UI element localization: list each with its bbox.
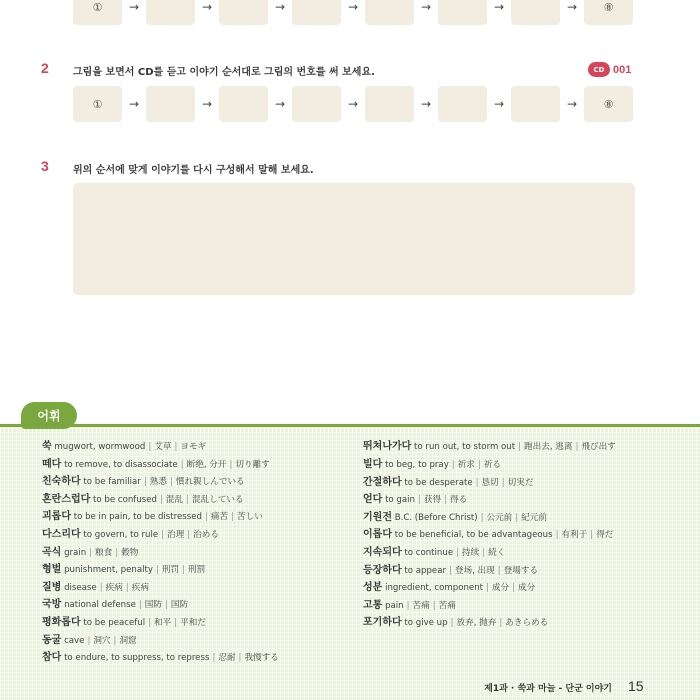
arrow-icon: → bbox=[274, 0, 286, 14]
chapter-footer: 제1과 · 쑥과 마늘 - 단군 이야기 bbox=[484, 684, 612, 694]
vocab-japanese: 飛び出す bbox=[581, 442, 616, 452]
vocab-english: to be peaceful bbox=[83, 617, 146, 628]
vocab-separator: | bbox=[115, 547, 119, 558]
vocab-separator: | bbox=[138, 600, 142, 611]
vocabulary-list-left bbox=[42, 438, 352, 667]
vocab-chinese: 登场, 出现 bbox=[454, 565, 495, 576]
vocab-separator: | bbox=[575, 442, 579, 452]
vocab-item bbox=[42, 649, 352, 667]
vocab-item bbox=[363, 562, 663, 580]
vocab-separator: | bbox=[113, 635, 117, 646]
vocab-word: 지속되다 bbox=[363, 546, 402, 558]
vocab-chinese: 痛苦 bbox=[210, 512, 229, 523]
sequence-start-box: ① bbox=[73, 0, 122, 25]
vocab-japanese: 平和だ bbox=[180, 617, 206, 628]
vocab-japanese: 登場する bbox=[503, 565, 539, 576]
vocab-word: 등장하다 bbox=[363, 564, 402, 576]
vocab-separator: | bbox=[174, 442, 178, 452]
vocab-item bbox=[363, 456, 663, 474]
vocab-english: to gain bbox=[385, 495, 415, 506]
vocab-japanese: 得だ bbox=[596, 530, 614, 541]
vocab-item bbox=[42, 561, 352, 579]
vocab-english: to beg, to pray bbox=[385, 460, 449, 470]
vocabulary-list-right bbox=[363, 438, 663, 632]
vocab-word: 형벌 bbox=[42, 564, 62, 576]
vocab-item bbox=[42, 491, 352, 509]
vocab-chinese: 治理 bbox=[167, 529, 185, 540]
vocab-separator: | bbox=[432, 600, 436, 611]
vocab-separator: | bbox=[165, 600, 168, 611]
vocab-chinese: 公元前 bbox=[486, 512, 513, 523]
vocab-separator: | bbox=[451, 460, 455, 470]
vocab-english: mugwort, wormwood bbox=[54, 442, 146, 452]
vocab-separator: | bbox=[169, 477, 173, 488]
vocab-chinese: 有利于 bbox=[561, 530, 588, 541]
vocab-japanese: 穀物 bbox=[121, 547, 139, 558]
vocab-item bbox=[363, 491, 663, 509]
arrow-icon: → bbox=[201, 0, 213, 14]
vocab-separator: | bbox=[89, 547, 93, 558]
vocab-item bbox=[42, 614, 352, 632]
vocab-english: grain bbox=[64, 547, 87, 558]
vocab-separator: | bbox=[148, 617, 151, 628]
vocab-item bbox=[363, 579, 663, 597]
vocab-word: 동굴 bbox=[42, 634, 62, 646]
vocab-chinese: 和平 bbox=[154, 617, 172, 628]
vocab-english: to give up bbox=[404, 618, 448, 629]
vocab-word: 고통 bbox=[363, 599, 383, 611]
vocab-separator: | bbox=[486, 583, 489, 594]
sequence-blank-box[interactable] bbox=[365, 0, 414, 25]
vocab-chinese: 放弃, 抛弃 bbox=[456, 618, 497, 629]
vocab-word: 뛰쳐나가다 bbox=[363, 441, 412, 452]
vocab-chinese: 持续 bbox=[462, 547, 480, 558]
vocab-word: 포기하다 bbox=[363, 617, 402, 629]
vocab-item bbox=[42, 526, 352, 544]
vocab-chinese: 洞穴 bbox=[93, 635, 111, 646]
vocab-japanese: ヨモギ bbox=[180, 442, 207, 452]
answer-box[interactable] bbox=[73, 183, 635, 295]
vocab-english: punishment, penalty bbox=[64, 565, 153, 576]
arrow-icon: → bbox=[493, 0, 505, 14]
vocab-word: 다스리다 bbox=[42, 528, 81, 540]
arrow-icon: → bbox=[274, 97, 286, 111]
vocab-item bbox=[42, 632, 352, 650]
vocab-separator: | bbox=[155, 565, 159, 576]
vocab-word: 간절하다 bbox=[363, 476, 402, 488]
sequence-blank-box[interactable] bbox=[219, 0, 268, 25]
vocab-chinese: 混乱 bbox=[165, 494, 184, 505]
vocab-separator: | bbox=[482, 547, 486, 558]
vocab-japanese: 慣れ親しんでいる bbox=[175, 477, 245, 488]
sequence-blank-box[interactable] bbox=[438, 0, 487, 25]
arrow-icon: → bbox=[566, 0, 578, 14]
vocab-separator: | bbox=[406, 600, 410, 611]
vocab-word: 평화롭다 bbox=[42, 616, 81, 628]
vocab-chinese: 断绝, 分开 bbox=[186, 459, 227, 470]
vocab-word: 질병 bbox=[42, 581, 62, 593]
vocab-japanese: 苦痛 bbox=[438, 600, 456, 611]
vocab-separator: | bbox=[450, 618, 454, 629]
vocab-japanese: 苦しい bbox=[237, 512, 263, 523]
vocab-separator: | bbox=[238, 653, 242, 664]
sequence-end-box: ⑧ bbox=[584, 86, 633, 122]
vocab-word: 이롭다 bbox=[363, 529, 392, 541]
vocab-japanese: 切り離す bbox=[235, 459, 270, 470]
vocab-separator: | bbox=[417, 495, 421, 506]
vocab-english: to appear bbox=[404, 565, 446, 576]
vocab-separator: | bbox=[518, 442, 522, 452]
arrow-icon: → bbox=[347, 0, 359, 14]
vocab-separator: | bbox=[449, 565, 452, 576]
arrow-icon: → bbox=[347, 97, 359, 111]
vocab-separator: | bbox=[212, 653, 216, 664]
question-number: 2 bbox=[41, 60, 49, 76]
vocab-japanese: 疾病 bbox=[131, 582, 149, 593]
vocab-item bbox=[363, 614, 663, 632]
vocab-english: cave bbox=[64, 635, 85, 646]
sequence-blank-box[interactable] bbox=[292, 86, 341, 122]
sequence-blank-box[interactable] bbox=[146, 86, 195, 122]
vocab-word: 빌다 bbox=[363, 459, 383, 470]
arrow-icon: → bbox=[420, 0, 432, 14]
cd-track-badge bbox=[588, 62, 631, 77]
sequence-start-box: ① bbox=[73, 86, 122, 122]
arrow-icon: → bbox=[566, 97, 578, 111]
vocab-separator: | bbox=[499, 618, 503, 629]
vocab-chinese: 刑罚 bbox=[161, 565, 180, 576]
vocab-separator: | bbox=[555, 530, 559, 541]
vocab-separator: | bbox=[187, 529, 191, 540]
vocabulary-divider bbox=[0, 424, 700, 427]
vocab-separator: | bbox=[497, 565, 501, 576]
vocab-separator: | bbox=[480, 512, 484, 523]
vocab-english: to be familiar bbox=[83, 477, 141, 488]
vocab-item bbox=[363, 474, 663, 492]
vocab-japanese: 祈る bbox=[483, 460, 502, 470]
vocab-item bbox=[42, 438, 352, 456]
vocab-chinese: 跑出去, 逃离 bbox=[524, 442, 573, 452]
sequence-row-1 bbox=[73, 0, 635, 25]
vocab-separator: | bbox=[87, 635, 91, 646]
vocab-english: ingredient, component bbox=[385, 583, 484, 594]
vocab-separator: | bbox=[160, 494, 163, 505]
vocab-separator: | bbox=[229, 459, 233, 470]
vocab-word: 떼다 bbox=[42, 458, 62, 470]
vocab-word: 기원전 bbox=[363, 511, 392, 523]
vocab-english: to govern, to rule bbox=[83, 529, 159, 540]
question-number: 3 bbox=[41, 158, 49, 174]
vocab-separator: | bbox=[148, 442, 152, 452]
vocab-chinese: 国防 bbox=[144, 600, 162, 611]
question-text: 위의 순서에 맞게 이야기를 다시 구성해서 말해 보세요. bbox=[73, 165, 314, 176]
vocab-chinese: 苦痛 bbox=[412, 600, 430, 611]
vocab-japanese: 我慢する bbox=[244, 653, 279, 664]
vocab-separator: | bbox=[590, 530, 594, 541]
vocab-separator: | bbox=[512, 583, 516, 594]
vocab-japanese: 洞窟 bbox=[119, 635, 137, 646]
vocab-word: 얻다 bbox=[363, 494, 383, 506]
vocab-english: to run out, to storm out bbox=[414, 442, 516, 452]
vocab-separator: | bbox=[444, 495, 447, 506]
sequence-blank-box[interactable] bbox=[511, 86, 560, 122]
sequence-row-2 bbox=[73, 86, 635, 122]
vocab-item bbox=[363, 526, 663, 544]
vocab-separator: | bbox=[456, 547, 460, 558]
vocab-japanese: 紀元前 bbox=[521, 512, 547, 523]
page-number: 15 bbox=[628, 678, 644, 694]
vocab-item bbox=[363, 597, 663, 615]
vocab-english: to be desperate bbox=[404, 477, 473, 488]
vocab-chinese: 粮食 bbox=[95, 547, 113, 558]
vocab-english: to be beneficial, to be advantageous bbox=[394, 530, 553, 541]
arrow-icon: → bbox=[420, 97, 432, 111]
vocab-chinese: 艾草 bbox=[154, 442, 172, 452]
sequence-blank-box[interactable] bbox=[438, 86, 487, 122]
vocab-chinese: 恳切 bbox=[481, 477, 499, 488]
vocab-word: 친숙하다 bbox=[42, 476, 81, 488]
vocab-item bbox=[363, 544, 663, 562]
vocab-separator: | bbox=[231, 512, 235, 523]
vocab-separator: | bbox=[99, 582, 103, 593]
vocab-word: 참다 bbox=[42, 652, 62, 664]
vocab-chinese: 忍耐 bbox=[218, 653, 236, 664]
vocab-item bbox=[363, 509, 663, 527]
vocabulary-title: 어휘 bbox=[21, 402, 77, 429]
vocab-chinese: 成分 bbox=[491, 583, 510, 594]
vocab-separator: | bbox=[174, 617, 178, 628]
vocab-japanese: 混乱している bbox=[192, 494, 244, 505]
vocab-japanese: 治める bbox=[193, 529, 219, 540]
sequence-blank-box[interactable] bbox=[219, 86, 268, 122]
vocab-chinese: 疾病 bbox=[105, 582, 123, 593]
vocab-item bbox=[363, 438, 663, 456]
arrow-icon: → bbox=[128, 0, 140, 14]
vocab-separator: | bbox=[182, 565, 185, 576]
vocab-english: to continue bbox=[404, 547, 454, 558]
vocab-japanese: 成分 bbox=[518, 583, 536, 594]
sequence-blank-box[interactable] bbox=[146, 0, 195, 25]
vocab-separator: | bbox=[475, 477, 479, 488]
vocab-word: 곡식 bbox=[42, 546, 62, 558]
arrow-icon: → bbox=[128, 97, 140, 111]
vocab-item bbox=[42, 596, 352, 614]
vocab-japanese: 続く bbox=[488, 547, 506, 558]
vocab-item bbox=[42, 579, 352, 597]
sequence-end-box: ⑧ bbox=[584, 0, 633, 25]
vocab-japanese: あきらめる bbox=[505, 618, 549, 629]
vocab-japanese: 得る bbox=[450, 495, 468, 506]
sequence-blank-box[interactable] bbox=[365, 86, 414, 122]
vocab-separator: | bbox=[125, 582, 129, 593]
vocab-english: disease bbox=[64, 582, 97, 593]
vocab-english: pain bbox=[385, 600, 404, 611]
vocab-separator: | bbox=[180, 459, 184, 470]
vocab-item bbox=[42, 473, 352, 491]
vocab-item bbox=[42, 456, 352, 474]
vocab-english: to be confused bbox=[93, 494, 158, 505]
cd-track-number: 001 bbox=[613, 63, 632, 76]
vocab-separator: | bbox=[161, 529, 165, 540]
vocab-english: to remove, to disassociate bbox=[64, 459, 178, 470]
sequence-blank-box[interactable] bbox=[511, 0, 560, 25]
arrow-icon: → bbox=[493, 97, 505, 111]
vocab-separator: | bbox=[186, 494, 190, 505]
arrow-icon: → bbox=[201, 97, 213, 111]
vocab-item bbox=[42, 508, 352, 526]
sequence-blank-box[interactable] bbox=[292, 0, 341, 25]
vocab-word: 국방 bbox=[42, 599, 62, 611]
vocab-english: B.C. (Before Christ) bbox=[394, 512, 478, 523]
vocab-english: to be in pain, to be distressed bbox=[73, 512, 202, 523]
vocab-word: 성분 bbox=[363, 582, 383, 594]
question-text: 그림을 보면서 CD를 듣고 이야기 순서대로 그림의 번호를 써 보세요. bbox=[73, 67, 375, 78]
cd-icon: CD bbox=[588, 62, 610, 77]
vocab-separator: | bbox=[515, 512, 519, 523]
vocab-japanese: 切実だ bbox=[507, 477, 534, 488]
vocab-chinese: 熟悉 bbox=[149, 477, 167, 488]
vocab-separator: | bbox=[477, 460, 481, 470]
vocab-word: 쑥 bbox=[42, 441, 52, 452]
vocab-english: to endure, to suppress, to repress bbox=[64, 653, 210, 664]
vocab-word: 혼란스럽다 bbox=[42, 493, 91, 505]
vocab-item bbox=[42, 544, 352, 562]
vocab-separator: | bbox=[205, 512, 208, 523]
vocab-english: national defense bbox=[64, 600, 136, 611]
vocab-separator: | bbox=[143, 477, 147, 488]
vocab-chinese: 祈求 bbox=[457, 460, 475, 470]
vocab-word: 괴롭다 bbox=[42, 511, 71, 523]
vocab-separator: | bbox=[501, 477, 505, 488]
vocab-chinese: 获得 bbox=[423, 495, 442, 506]
vocab-japanese: 刑罰 bbox=[187, 565, 206, 576]
vocab-japanese: 国防 bbox=[170, 600, 189, 611]
